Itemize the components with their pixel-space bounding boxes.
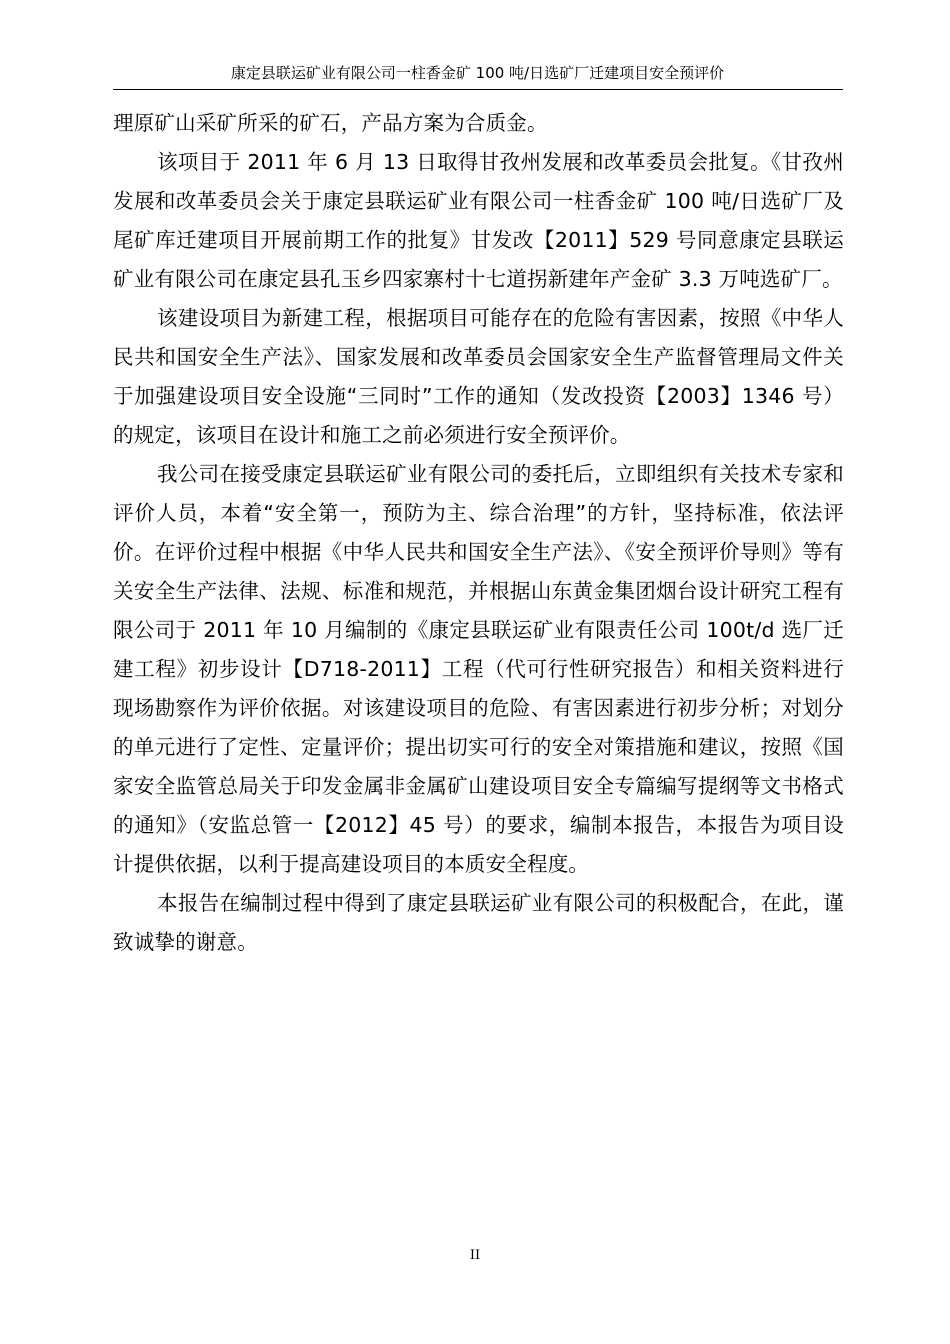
- page-header-title: 康定县联运矿业有限公司一柱香金矿 100 吨/日选矿厂迁建项目安全预评价: [230, 64, 725, 82]
- paragraph-continuation: 理原矿山采矿所采的矿石，产品方案为合质金。: [113, 111, 548, 135]
- paragraph-approval: 该项目于 2011 年 6 月 13 日取得甘孜州发展和改革委员会批复。《甘孜州发展和改革委员会关于康定县联运矿业有限公司一柱香金矿 100 吨/日选矿厂及尾矿库迁建项目开展前期工作的批复》甘发改【2011】529 号同意康定县联运矿业有限公司在康定县孔玉乡四家寨村十七道拐新建年产金矿 3.3 万吨选矿厂。: [113, 150, 844, 291]
- paragraph-evaluation-process: 我公司在接受康定县联运矿业有限公司的委托后，立即组织有关技术专家和评价人员，本着“安全第一，预防为主、综合治理”的方针，坚持标准，依法评价。在评价过程中根据《中华人民共和国安全生产法》、《安全预评价导则》等有关安全生产法律、法规、标准和规范，并根据山东黄金集团烟台设计研究工程有限公司于 2011 年 10 月编制的《康定县联运矿业有限责任公司 100t/d 选厂迁建工程》初步设计【D718-2011】工程（代可行性研究报告）和相关资料进行现场勘察作为评价依据。对该建设项目的危险、有害因素进行初步分析；对划分的单元进行了定性、定量评价；提出切实可行的安全对策措施和建议，按照《国家安全监管总局关于印发金属非金属矿山建设项目安全专篇编写提纲等文书格式的通知》（安监总管一【2012】45 号）的要求，编制本报告，本报告为项目设计提供依据，以利于提高建设项目的本质安全程度。: [113, 462, 844, 876]
- document-body: [113, 104, 844, 962]
- header-divider: [113, 89, 843, 90]
- paragraph-legal-basis: 该建设项目为新建工程，根据项目可能存在的危险有害因素，按照《中华人民共和国安全生产法》、国家发展和改革委员会国家安全生产监督管理局文件关于加强建设项目安全设施“三同时”工作的通知（发改投资【2003】1346 号）的规定，该项目在设计和施工之前必须进行安全预评价。: [113, 306, 844, 447]
- page-number: II: [469, 1248, 481, 1263]
- paragraph-acknowledgement: 本报告在编制过程中得到了康定县联运矿业有限公司的积极配合，在此，谨致诚挚的谢意。: [113, 891, 844, 954]
